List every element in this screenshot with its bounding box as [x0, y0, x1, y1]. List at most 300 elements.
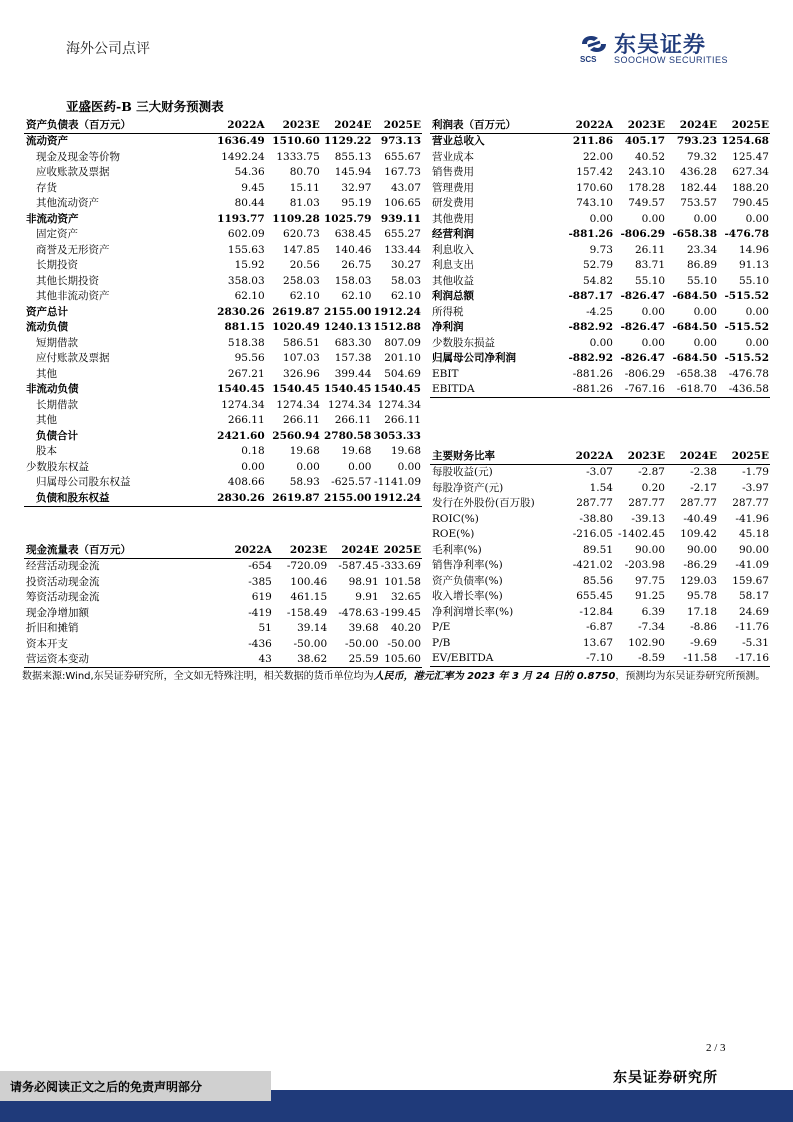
cell-value: -625.57: [331, 476, 372, 489]
cell-value: -882.92: [568, 352, 613, 365]
row-label: 利息收入: [432, 243, 474, 256]
cell-value: -826.47: [620, 321, 665, 334]
row-label: 负债和股东权益: [24, 490, 214, 506]
cell-value: 91.25: [634, 590, 665, 603]
cell-value: 1129.22: [323, 135, 372, 148]
cell-value: 1274.34: [221, 398, 265, 411]
cell-value: 0.00: [693, 212, 717, 225]
cell-value: 158.03: [334, 274, 372, 287]
table-row: [430, 211, 770, 227]
cell-value: -767.16: [614, 382, 666, 398]
cell-value: 1636.49: [217, 135, 265, 148]
cell-value: 91.13: [738, 259, 769, 272]
row-label: EV/EBITDA: [430, 651, 556, 667]
cell-value: -515.52: [724, 290, 769, 303]
table-row: [24, 273, 422, 289]
row-label: 净利润: [432, 321, 464, 334]
cell-value: 807.09: [384, 336, 421, 349]
cell-value: 105.60: [380, 652, 422, 668]
cell-value: 2830.26: [217, 305, 265, 318]
cell-value: 1912.24: [373, 305, 421, 318]
cell-value: -8.59: [614, 651, 666, 667]
cell-value: 89.51: [582, 543, 613, 556]
row-label: 非流动负债: [26, 383, 79, 396]
cell-value: 258.03: [283, 274, 320, 287]
cell-value: 326.96: [283, 367, 320, 380]
row-label: ROE(%): [432, 528, 475, 541]
cell-value: 1254.68: [721, 135, 769, 148]
cell-value: -11.58: [666, 651, 718, 667]
cell-value: -385: [248, 575, 272, 588]
cell-value: 461.15: [290, 591, 328, 604]
cell-value: -7.34: [638, 621, 665, 634]
cell-value: 102.90: [628, 636, 665, 649]
table-row: [24, 475, 422, 491]
year-header: 2023E: [266, 117, 321, 133]
cell-value: -806.29: [624, 367, 665, 380]
row-label: 归属母公司净利润: [432, 352, 516, 365]
year-header: 2025E: [380, 542, 422, 558]
cell-value: -684.50: [672, 290, 717, 303]
cell-value: -3.07: [586, 466, 613, 479]
cell-value: 54.82: [582, 274, 613, 287]
cell-value: -1141.09: [374, 476, 421, 489]
row-label: 商誉及无形资产: [36, 243, 110, 256]
income-statement-table: [430, 117, 770, 398]
row-label: 收入增长率(%): [432, 590, 503, 603]
table-row: [24, 397, 422, 413]
cell-value: 1240.13: [323, 321, 372, 334]
row-label: 存货: [36, 181, 57, 194]
year-header: 2024E: [666, 117, 718, 133]
cell-value: 1510.60: [272, 135, 320, 148]
cell-value: 106.65: [384, 197, 421, 210]
row-label: 净利润增长率(%): [432, 605, 514, 618]
cell-value: 1540.45: [272, 383, 320, 396]
cell-value: 19.68: [289, 445, 320, 458]
table-row: [24, 320, 422, 336]
row-label: EBIT: [432, 367, 459, 380]
cell-value: 855.13: [334, 150, 372, 163]
cell-value: 0.00: [745, 212, 769, 225]
row-label: 管理费用: [432, 181, 474, 194]
table-row: [24, 242, 422, 258]
financial-ratios-table: [430, 448, 770, 667]
cell-value: 0.00: [641, 305, 665, 318]
row-label: 所得税: [432, 305, 464, 318]
logo-name-cn: 东吴证券: [614, 33, 707, 58]
cell-value: -39.13: [631, 512, 665, 525]
table-row: [24, 351, 422, 367]
row-label: 长期借款: [36, 398, 78, 411]
cell-value: 602.09: [227, 228, 265, 241]
cell-value: 0.00: [589, 212, 613, 225]
cell-value: 9.73: [589, 243, 613, 256]
table-row: [430, 527, 770, 543]
row-label: 应收账款及票据: [36, 166, 110, 179]
row-label: 少数股东权益: [26, 460, 89, 473]
cell-value: 80.70: [289, 166, 320, 179]
cell-value: 0.00: [348, 460, 372, 473]
table-row: [24, 335, 422, 351]
table-row: [24, 180, 422, 196]
year-header: 2024E: [666, 448, 718, 464]
year-header: 2022A: [214, 117, 266, 133]
cell-value: 54.36: [234, 166, 265, 179]
table-row: [430, 589, 770, 605]
cell-value: 52.79: [582, 259, 613, 272]
cell-value: -887.17: [568, 290, 613, 303]
table-row: [24, 621, 422, 637]
cell-value: -8.86: [690, 621, 717, 634]
cell-value: -881.26: [556, 382, 614, 398]
year-header: 2023E: [614, 448, 666, 464]
balance-sheet-table: [24, 117, 422, 507]
cell-value: -12.84: [579, 605, 613, 618]
cell-value: 159.67: [732, 574, 769, 587]
table-header-row: [430, 448, 770, 464]
cell-value: 97.75: [634, 574, 665, 587]
row-label: 其他收益: [432, 274, 474, 287]
cell-value: -419: [248, 606, 272, 619]
table-header-label: 主要财务比率: [430, 448, 556, 464]
cell-value: -658.38: [676, 367, 717, 380]
cell-value: 45.18: [738, 528, 769, 541]
cell-value: -587.45: [338, 560, 379, 573]
cell-value: -421.02: [572, 559, 613, 572]
table-row: [430, 304, 770, 320]
cell-value: -684.50: [672, 321, 717, 334]
cell-value: -881.26: [568, 228, 613, 241]
footer-institute: 东吴证券研究所: [613, 1070, 718, 1086]
row-label: 其他: [36, 367, 57, 380]
row-label: 股本: [36, 445, 57, 458]
row-label: 其他费用: [432, 212, 474, 225]
cell-value: 39.68: [348, 622, 379, 635]
row-label: 利息支出: [432, 259, 474, 272]
data-source-note: [22, 669, 772, 684]
cell-value: -2.87: [638, 466, 665, 479]
row-label: 研发费用: [432, 197, 474, 210]
cell-value: -684.50: [672, 352, 717, 365]
cell-value: 655.45: [576, 590, 613, 603]
cell-value: -158.49: [286, 606, 328, 619]
year-header: 2024E: [328, 542, 380, 558]
cell-value: -5.31: [742, 636, 769, 649]
row-label: 每股净资产(元): [432, 481, 504, 494]
cell-value: 58.03: [390, 274, 421, 287]
cell-value: 2155.00: [323, 305, 372, 318]
table-row: [24, 636, 422, 652]
table-row: [430, 558, 770, 574]
table-row: [24, 558, 422, 574]
cell-value: 13.67: [582, 636, 613, 649]
cell-value: -38.80: [579, 512, 613, 525]
cell-value: 655.27: [384, 228, 421, 241]
cell-value: -4.25: [586, 305, 613, 318]
row-label: 其他长期投资: [36, 274, 99, 287]
row-label: 销售净利率(%): [432, 559, 503, 572]
cell-value: 101.58: [384, 575, 421, 588]
cell-value: 15.11: [289, 181, 320, 194]
row-label: P/B: [432, 636, 451, 649]
table-row: [430, 542, 770, 558]
table-row: [24, 366, 422, 382]
cell-value: 1020.49: [272, 321, 320, 334]
year-header: 2025E: [372, 117, 422, 133]
cell-value: 2619.87: [266, 490, 321, 506]
cell-value: 25.59: [328, 652, 380, 668]
row-label: 投资活动现金流: [26, 575, 100, 588]
cell-value: 157.42: [576, 166, 613, 179]
report-type: 海外公司点评: [66, 41, 150, 57]
note-text-end: ，预测均为东吴证券研究所预测。: [615, 671, 766, 682]
row-label: 现金净增加额: [26, 606, 89, 619]
row-label: 每股收益(元): [432, 466, 493, 479]
row-label: 资产负债率(%): [432, 574, 503, 587]
cell-value: 100.46: [290, 575, 328, 588]
cell-value: -6.87: [586, 621, 613, 634]
cell-value: 0.00: [641, 336, 665, 349]
cell-value: 26.75: [341, 259, 372, 272]
cell-value: 32.65: [390, 591, 421, 604]
cell-value: 19.68: [341, 445, 372, 458]
table-row: [430, 242, 770, 258]
cell-value: 1274.34: [276, 398, 320, 411]
table-row: [430, 511, 770, 527]
table-row: [24, 133, 422, 149]
table-row: [24, 590, 422, 606]
cell-value: 287.77: [576, 497, 613, 510]
cell-value: 129.03: [680, 574, 717, 587]
row-label: 其他非流动资产: [36, 290, 110, 303]
cell-value: 62.10: [289, 290, 320, 303]
cell-value: 627.34: [732, 166, 769, 179]
cell-value: 2421.60: [217, 429, 265, 442]
cell-value: 26.11: [634, 243, 665, 256]
cell-value: 109.42: [680, 528, 717, 541]
cell-value: 0.20: [641, 481, 665, 494]
cell-value: 90.00: [686, 543, 717, 556]
cell-value: 436.28: [680, 166, 717, 179]
cell-value: 147.85: [283, 243, 320, 256]
table-header-label: 资产负债表（百万元）: [24, 117, 214, 133]
cell-value: 0.18: [241, 445, 265, 458]
disclaimer-text: 请务必阅读正文之后的免责声明部分: [10, 1080, 203, 1094]
cell-value: 939.11: [380, 212, 421, 225]
logo-name-en: SOOCHOW SECURITIES: [614, 55, 729, 65]
table-row: [24, 605, 422, 621]
cell-value: 178.28: [628, 181, 665, 194]
table-row: [430, 635, 770, 651]
cell-value: -50.00: [387, 637, 421, 650]
cell-value: 62.10: [390, 290, 421, 303]
cell-value: -86.29: [683, 559, 717, 572]
cell-value: -50.00: [293, 637, 328, 650]
cell-value: 0.00: [397, 460, 421, 473]
cell-value: -1.79: [742, 466, 769, 479]
cell-value: 19.68: [390, 445, 421, 458]
table-row: [24, 258, 422, 274]
cell-value: 0.00: [589, 336, 613, 349]
cell-value: 17.18: [686, 605, 717, 618]
cell-value: 1274.34: [377, 398, 421, 411]
row-label: 流动资产: [26, 135, 68, 148]
table-row: [430, 227, 770, 243]
cell-value: 15.92: [234, 259, 265, 272]
year-header: 2022A: [556, 117, 614, 133]
cell-value: 51: [258, 622, 272, 635]
row-label: 非流动资产: [26, 212, 79, 225]
cell-value: 38.62: [273, 652, 328, 668]
cell-value: 1274.34: [328, 398, 372, 411]
year-header: 2022A: [556, 448, 614, 464]
row-label: 发行在外股份(百万股): [432, 497, 535, 510]
cell-value: 62.10: [234, 290, 265, 303]
table-row: [430, 382, 770, 398]
cell-value: 2780.58: [323, 429, 372, 442]
table-row: [24, 490, 422, 506]
cell-value: -1402.45: [618, 528, 665, 541]
table-row: [430, 651, 770, 667]
scs-logo-icon: [578, 32, 610, 56]
cell-value: 0.00: [241, 460, 265, 473]
row-label: 营运资本变动: [24, 652, 221, 668]
table-row: [24, 428, 422, 444]
row-label: 归属母公司股东权益: [36, 476, 131, 489]
row-label: 毛利率(%): [432, 543, 482, 556]
cell-value: -515.52: [724, 321, 769, 334]
cell-value: -478.63: [338, 606, 379, 619]
cell-value: -7.10: [556, 651, 614, 667]
cell-value: 98.91: [348, 575, 379, 588]
cell-value: 58.17: [738, 590, 769, 603]
cell-value: 80.44: [234, 197, 265, 210]
table-row: [430, 573, 770, 589]
cell-value: 655.67: [384, 150, 421, 163]
table-row: [430, 273, 770, 289]
cell-value: 1540.45: [217, 383, 265, 396]
cell-value: 793.23: [676, 135, 717, 148]
cell-value: 40.52: [634, 150, 665, 163]
cell-value: 30.27: [390, 259, 421, 272]
cell-value: 2155.00: [321, 490, 373, 506]
year-header: 2022A: [221, 542, 272, 558]
cell-value: 170.60: [576, 181, 613, 194]
year-header: 2023E: [273, 542, 328, 558]
table-row: [430, 351, 770, 367]
cell-value: 518.38: [227, 336, 265, 349]
cell-value: -654: [248, 560, 272, 573]
cell-value: 1912.24: [372, 490, 422, 506]
cell-value: 586.51: [283, 336, 320, 349]
cell-value: 43: [221, 652, 272, 668]
row-label: 资产总计: [26, 305, 68, 318]
cell-value: 504.69: [384, 367, 421, 380]
table-row: [24, 574, 422, 590]
cell-value: -9.69: [690, 636, 717, 649]
cell-value: 79.32: [686, 150, 717, 163]
table-row: [24, 165, 422, 181]
cell-value: -2.38: [690, 466, 717, 479]
table-row: [430, 480, 770, 496]
table-header-row: [24, 117, 422, 133]
cell-value: 266.11: [227, 414, 265, 427]
cell-value: -50.00: [345, 637, 379, 650]
cell-value: 3053.33: [373, 429, 421, 442]
disclaimer-box: [0, 1071, 271, 1101]
cell-value: 20.56: [289, 259, 320, 272]
row-label: 固定资产: [36, 228, 78, 241]
cell-value: 90.00: [738, 543, 769, 556]
cell-value: 201.10: [384, 352, 421, 365]
table-row: [24, 149, 422, 165]
cell-value: -476.78: [728, 367, 769, 380]
cell-value: 55.10: [738, 274, 769, 287]
row-label: 经营利润: [432, 228, 474, 241]
table-row: [24, 196, 422, 212]
table-row: [24, 459, 422, 475]
cell-value: -658.38: [672, 228, 717, 241]
cell-value: -41.96: [735, 512, 769, 525]
table-header-row: [24, 542, 422, 558]
cell-value: 86.89: [686, 259, 717, 272]
row-label: 营业成本: [432, 150, 474, 163]
cell-value: 266.11: [384, 414, 421, 427]
cell-value: 266.11: [334, 414, 372, 427]
cell-value: 1540.45: [323, 383, 372, 396]
cell-value: -11.76: [735, 621, 769, 634]
cell-value: 24.69: [738, 605, 769, 618]
table-row: [24, 444, 422, 460]
cell-value: 973.13: [380, 135, 421, 148]
row-label: 长期投资: [36, 259, 78, 272]
table-row: [24, 289, 422, 305]
table-row: [430, 366, 770, 382]
cell-value: 62.10: [341, 290, 372, 303]
cell-value: 55.10: [634, 274, 665, 287]
cell-value: 1193.77: [217, 212, 265, 225]
table-row: [430, 604, 770, 620]
row-label: 流动负债: [26, 321, 68, 334]
cell-value: 167.73: [384, 166, 421, 179]
table-row: [24, 382, 422, 398]
row-label: 销售费用: [432, 166, 474, 179]
row-label: 其他: [36, 414, 57, 427]
table-header-label: 利润表（百万元）: [430, 117, 556, 133]
cell-value: -41.09: [735, 559, 769, 572]
table-row: [24, 413, 422, 429]
table-row: [24, 652, 422, 668]
cell-value: 133.44: [384, 243, 421, 256]
page-number: 2 / 3: [706, 1042, 726, 1054]
cell-value: 90.00: [634, 543, 665, 556]
cell-value: -199.45: [380, 606, 421, 619]
cell-value: -826.47: [620, 352, 665, 365]
cell-value: 83.71: [634, 259, 665, 272]
cell-value: -881.26: [572, 367, 613, 380]
cell-value: 40.20: [390, 622, 421, 635]
cell-value: 14.96: [738, 243, 769, 256]
cell-value: 399.44: [334, 367, 372, 380]
cell-value: 266.11: [283, 414, 320, 427]
table-row: [24, 304, 422, 320]
cell-value: 0.00: [296, 460, 320, 473]
year-header: 2024E: [321, 117, 373, 133]
cell-value: 1109.28: [272, 212, 320, 225]
table-row: [430, 620, 770, 636]
table-row: [430, 335, 770, 351]
